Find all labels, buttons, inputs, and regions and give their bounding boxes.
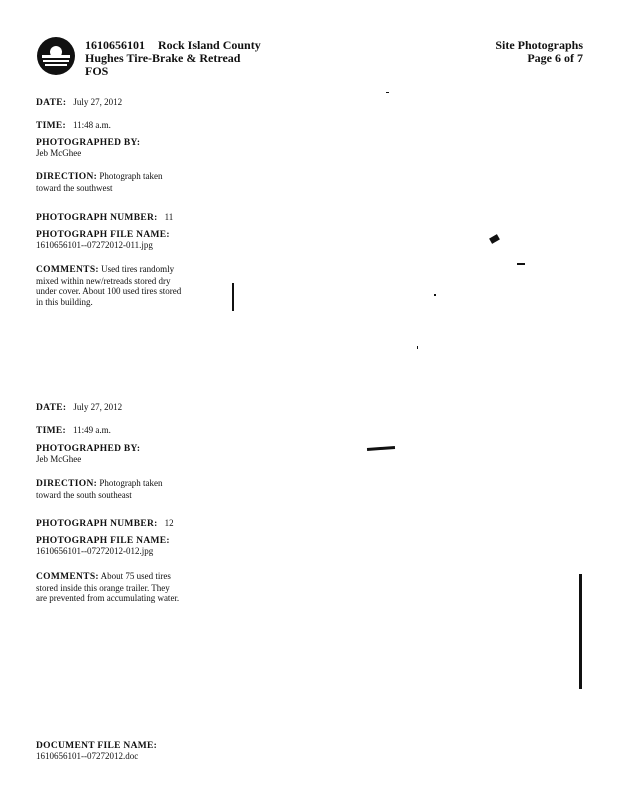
photo-1-filename: PHOTOGRAPH FILE NAME: 1610656101--07272012-011.jpg bbox=[36, 230, 170, 250]
scan-artifact bbox=[232, 283, 234, 311]
scan-artifact bbox=[579, 574, 582, 689]
doc-title: Site Photographs bbox=[495, 38, 583, 52]
county-name: Rock Island County bbox=[158, 38, 261, 52]
program-code: FOS bbox=[85, 64, 109, 78]
page-number: Page 6 of 7 bbox=[527, 51, 583, 65]
agency-logo-icon bbox=[36, 36, 76, 76]
header-site-info bbox=[85, 39, 261, 78]
photo-1-date: DATE: July 27, 2012 bbox=[36, 97, 123, 108]
photo-2-photographer: PHOTOGRAPHED BY: Jeb McGhee bbox=[36, 444, 141, 464]
site-id: 1610656101 bbox=[85, 38, 145, 52]
photo-1-time: TIME: 11:48 a.m. bbox=[36, 120, 111, 131]
photo-2-date: DATE: July 27, 2012 bbox=[36, 402, 123, 413]
photo-1-photographer: PHOTOGRAPHED BY: Jeb McGhee bbox=[36, 138, 141, 158]
scan-artifact bbox=[417, 346, 418, 349]
photo-1-comments: COMMENTS: Used tires randomly mixed within new/retreads stored dry under cover. About 100 used tires stored in this building. bbox=[36, 264, 182, 307]
scan-artifact bbox=[434, 294, 436, 296]
photo-2-comments: COMMENTS: About 75 used tires stored inside this orange trailer. They are prevented from accumulating water. bbox=[36, 571, 180, 603]
photo-2-filename: PHOTOGRAPH FILE NAME: 1610656101--07272012-012.jpg bbox=[36, 536, 170, 556]
scan-artifact bbox=[517, 263, 525, 265]
photo-1-direction: DIRECTION: Photograph taken toward the southwest bbox=[36, 171, 163, 193]
photo-1-number: PHOTOGRAPH NUMBER: 11 bbox=[36, 212, 174, 223]
header-doc-info bbox=[495, 39, 583, 65]
photo-2-direction: DIRECTION: Photograph taken toward the south southeast bbox=[36, 478, 163, 500]
scan-artifact bbox=[367, 446, 395, 451]
facility-name: Hughes Tire-Brake & Retread bbox=[85, 51, 241, 65]
scan-artifact bbox=[386, 92, 389, 93]
scan-artifact bbox=[489, 234, 500, 244]
photo-2-number: PHOTOGRAPH NUMBER: 12 bbox=[36, 518, 174, 529]
photo-2-time: TIME: 11:49 a.m. bbox=[36, 425, 111, 436]
document-file: DOCUMENT FILE NAME: 1610656101--07272012.doc bbox=[36, 741, 158, 761]
